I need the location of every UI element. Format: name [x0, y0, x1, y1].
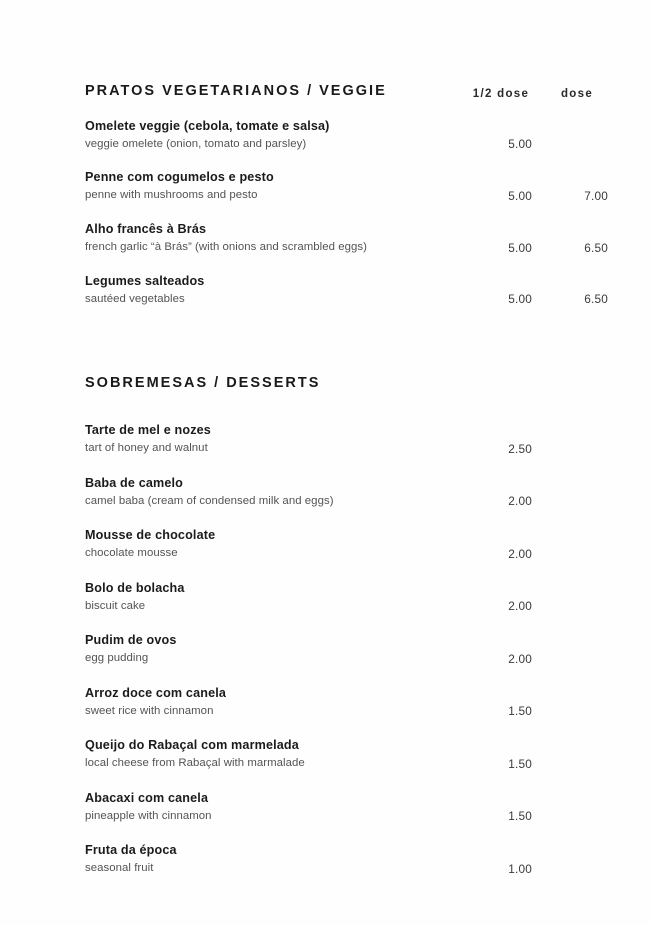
menu-item — [85, 118, 610, 153]
menu-item — [85, 527, 610, 562]
section-title-desserts: SOBREMESAS / DESSERTS — [85, 375, 321, 392]
price-half-dose: 2.00 — [508, 651, 532, 666]
menu-item — [85, 790, 610, 825]
section-spacer — [85, 324, 610, 376]
menu-item-description: pineapple with cinnamon — [85, 809, 212, 822]
menu-item — [85, 632, 610, 667]
menu-item-name: Fruta da época — [85, 843, 177, 858]
menu-item-text — [85, 422, 458, 457]
menu-item-prices — [458, 757, 610, 772]
menu-item-prices — [458, 442, 610, 457]
section-header-row — [85, 376, 610, 392]
section-title-veggie: PRATOS VEGETARIANOS / VEGGIE — [85, 83, 387, 99]
price-half-dose: 5.00 — [508, 292, 532, 307]
menu-item-prices — [458, 189, 610, 204]
menu-item — [85, 169, 610, 204]
menu-item — [85, 422, 610, 457]
price-half-dose: 5.00 — [508, 240, 532, 255]
menu-item-description: tart of honey and walnut — [85, 442, 208, 454]
menu-item-name: Queijo do Rabaçal com marmelada — [85, 738, 299, 753]
menu-item-prices — [458, 652, 610, 667]
menu-item-text — [85, 475, 458, 510]
menu-item-name: Mousse de chocolate — [85, 528, 216, 543]
menu-item-text — [85, 527, 458, 562]
menu-item-name: Alho francês à Brás — [85, 222, 207, 236]
price-half-dose: 2.00 — [508, 599, 532, 614]
menu-item — [85, 580, 610, 615]
price-half-dose: 2.50 — [508, 441, 532, 456]
veggie-item-list — [85, 118, 610, 307]
section-pratos-vegetarianos — [85, 84, 610, 307]
price-half-dose: 1.50 — [508, 809, 532, 824]
column-header-full-dose: dose — [560, 87, 594, 100]
menu-item-text — [85, 842, 458, 877]
menu-item-prices — [458, 547, 610, 562]
menu-item-prices — [458, 599, 610, 614]
menu-item-name: Pudim de ovos — [85, 633, 177, 648]
dessert-item-list — [85, 422, 610, 877]
menu-item-prices — [458, 494, 610, 509]
menu-item-description: veggie omelete (onion, tomato and parsley) — [85, 137, 307, 150]
section-header-row — [85, 84, 610, 100]
menu-item-description: seasonal fruit — [85, 862, 154, 875]
menu-item-name: Abacaxi com canela — [85, 790, 209, 805]
menu-item-prices — [458, 241, 610, 256]
menu-item-name: Omelete veggie (cebola, tomate e salsa) — [85, 118, 330, 133]
menu-item-name: Bolo de bolacha — [85, 580, 185, 595]
menu-item-text — [85, 632, 458, 667]
menu-item-prices — [458, 137, 610, 152]
top-margin — [85, 0, 610, 84]
menu-item-description: french garlic “à Brás” (with onions and scrambled eggs) — [85, 241, 367, 253]
price-half-dose: 2.00 — [508, 494, 532, 509]
menu-item-description: sweet rice with cinnamon — [85, 704, 214, 717]
menu-item-description: sautéed vegetables — [85, 292, 185, 305]
price-half-dose: 1.50 — [508, 756, 532, 771]
menu-item-prices — [458, 704, 610, 719]
menu-item — [85, 475, 610, 510]
section-sobremesas — [85, 376, 610, 877]
menu-item-text — [85, 685, 458, 720]
menu-item-text — [85, 221, 458, 256]
menu-item-name: Baba de camelo — [85, 475, 183, 490]
menu-item-description: egg pudding — [85, 652, 149, 665]
price-half-dose: 1.50 — [508, 704, 532, 719]
menu-item-text — [85, 737, 458, 772]
menu-item-text — [85, 790, 458, 825]
menu-item — [85, 737, 610, 772]
menu-item-name: Arroz doce com canela — [85, 685, 227, 700]
menu-item-prices — [458, 292, 610, 307]
menu-item-text — [85, 580, 458, 615]
menu-item-text — [85, 118, 458, 153]
menu-item — [85, 842, 610, 877]
price-half-dose: 5.00 — [508, 189, 532, 203]
column-header-half-dose: 1/2 dose — [472, 87, 530, 100]
menu-item — [85, 273, 610, 308]
menu-item — [85, 221, 610, 256]
menu-item-description: penne with mushrooms and pesto — [85, 189, 258, 202]
price-column-headers — [458, 88, 610, 100]
menu-item-name: Penne com cogumelos e pesto — [85, 170, 274, 185]
menu-item-prices — [458, 862, 610, 877]
price-half-dose: 2.00 — [508, 546, 532, 561]
menu-item-description: camel baba (cream of condensed milk and eggs) — [85, 494, 334, 507]
menu-item — [85, 685, 610, 720]
price-full-dose: 6.50 — [584, 240, 608, 255]
menu-item-name: Tarte de mel e nozes — [85, 423, 211, 437]
menu-item-description: local cheese from Rabaçal with marmalade — [85, 757, 305, 770]
menu-item-description: chocolate mousse — [85, 547, 178, 560]
price-half-dose: 1.00 — [508, 861, 532, 876]
menu-item-description: biscuit cake — [85, 599, 146, 612]
price-full-dose: 7.00 — [584, 189, 608, 203]
menu-item-prices — [458, 809, 610, 824]
price-half-dose: 5.00 — [508, 137, 532, 152]
price-full-dose: 6.50 — [584, 292, 608, 307]
menu-item-name: Legumes salteados — [85, 273, 205, 288]
menu-item-text — [85, 273, 458, 308]
menu-item-text — [85, 169, 458, 204]
